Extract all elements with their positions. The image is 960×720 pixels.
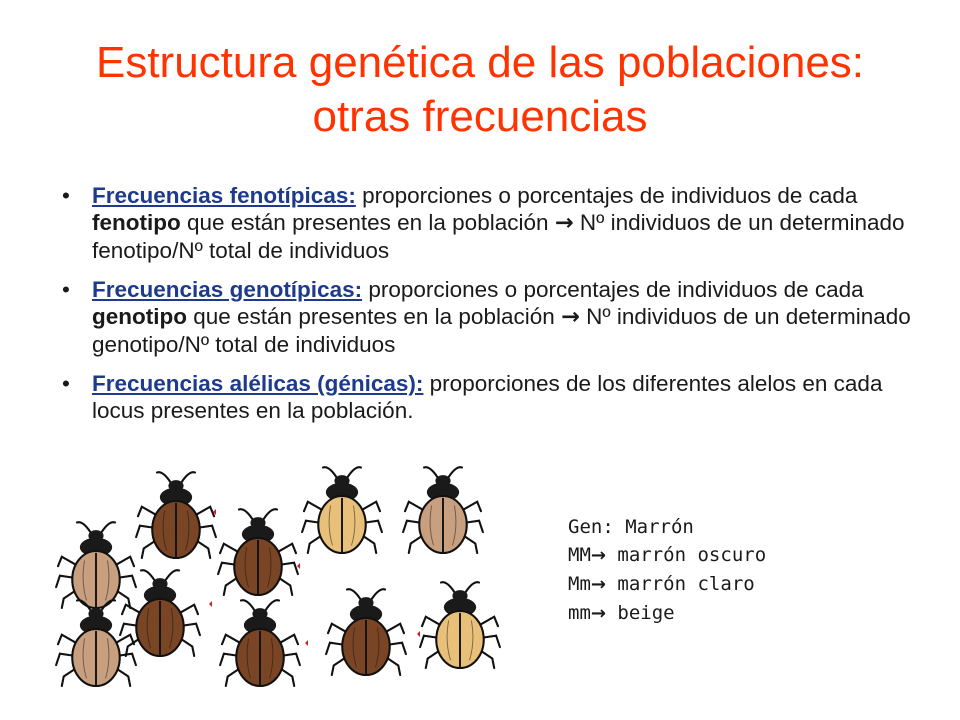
beetle-icon (220, 600, 300, 686)
red-mark-icon (305, 640, 308, 646)
bullet-text: proporciones o porcentajes de individuos de cada (355, 183, 858, 208)
bullet-text: Nº individuos de un determinado genotipo/Nº total de individuos (92, 304, 911, 357)
beetle-icon (218, 509, 298, 595)
term-phenotypic: Frecuencias fenotípicas: (92, 183, 356, 208)
bold-genotype: genotipo (92, 304, 187, 329)
arrow-icon: → (561, 304, 580, 330)
bullet-text: Nº individuos de un determinado fenotipo/Nº total de individuos (92, 210, 905, 263)
arrow-icon: → (590, 545, 606, 566)
beetle-icon (136, 472, 216, 558)
arrow-icon: → (590, 574, 606, 595)
arrow-icon: → (554, 210, 574, 236)
title-line-2: otras frecuencias (312, 92, 648, 141)
legend-row: Mm→ marrón claro (568, 573, 755, 595)
legend-row: mm→ beige (568, 602, 675, 624)
bullet-text: proporciones de los diferentes alelos en cada locus presentes en la población. (92, 371, 883, 423)
red-mark-icon (209, 601, 212, 607)
bullet-text: que están presentes en la población (186, 304, 562, 329)
beetle-icon (56, 522, 136, 608)
gene-legend (568, 513, 766, 628)
legend-gene: Gen: Marrón (568, 516, 694, 538)
beetle-icon (120, 570, 200, 656)
beetle-icon (302, 467, 382, 553)
red-mark-icon (297, 563, 300, 569)
term-genotypic: Frecuencias genotípicas: (92, 277, 363, 302)
beetle-icon (56, 600, 136, 686)
arrow-icon: → (590, 603, 606, 624)
beetle-icon (420, 582, 500, 668)
beetle-icon (326, 589, 406, 675)
term-allelic: Frecuencias alélicas (génicas): (92, 371, 424, 396)
title-line-1: Estructura genética de las poblaciones: (95, 38, 865, 87)
bullet-text: que están presentes en la población (180, 210, 555, 235)
bold-phenotype: fenotipo (92, 210, 181, 235)
bullet-text: proporciones o porcentajes de individuos de cada (362, 277, 864, 302)
legend-row: MM→ marrón oscuro (568, 544, 767, 566)
red-mark-icon (417, 631, 420, 637)
beetle-icon (403, 467, 483, 553)
